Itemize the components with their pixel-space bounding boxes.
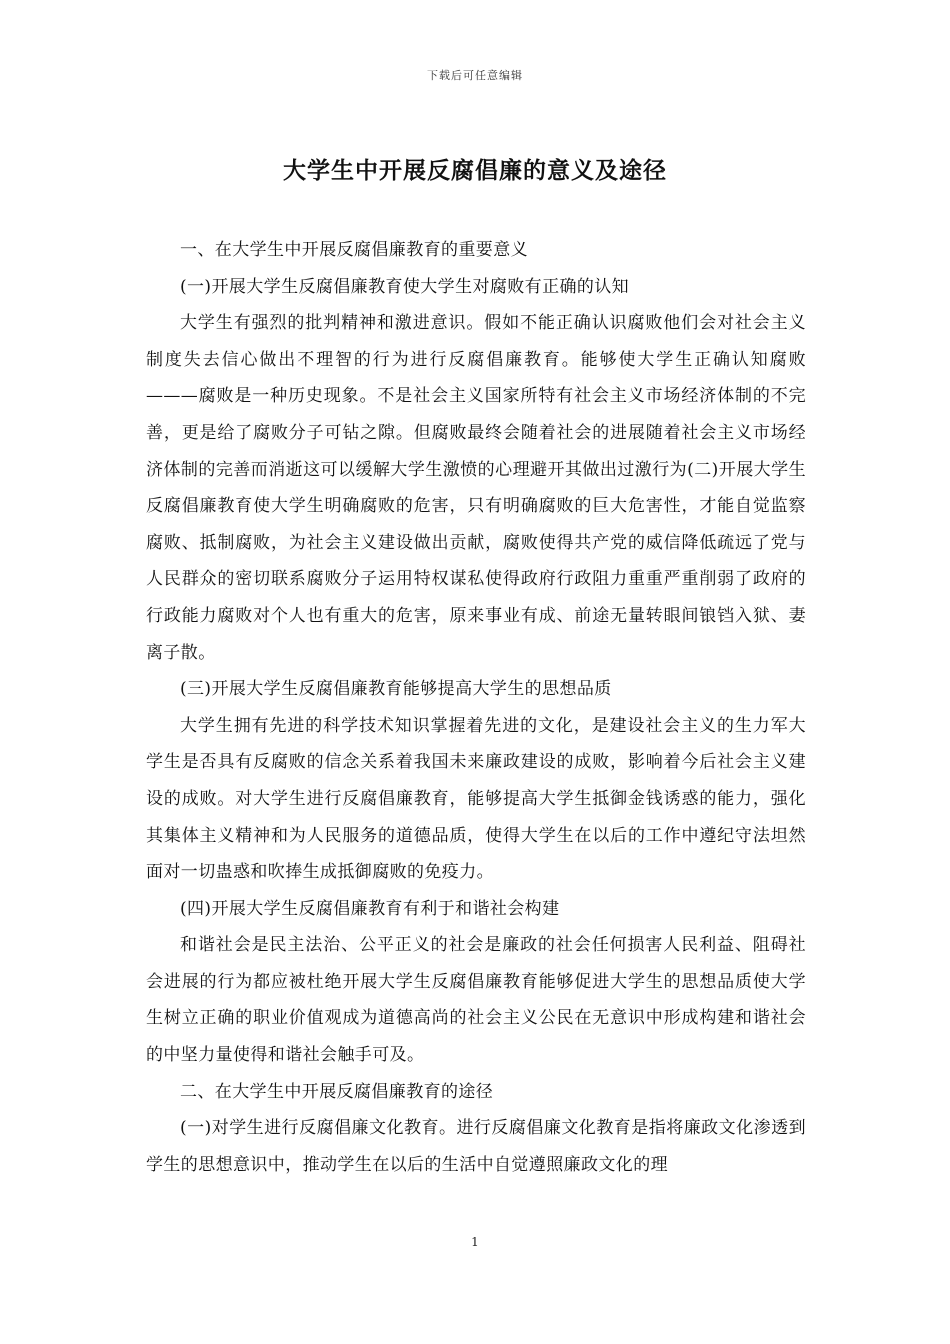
body-paragraph: 大学生有强烈的批判精神和激进意识。假如不能正确认识腐败他们会对社会主义制度失去信心做出不理智的行为进行反腐倡廉教育。能够使大学生正确认知腐败———腐败是一种历史现象。不是社会主义国家所特有社会主义市场经济体制的不完善，更是给了腐败分子可钻之隙。但腐败最终会随着社会的进展随着社会主义市场经济体制的完善而消逝这可以缓解大学生激愤的心理避开其做出过激行为(二)开展大学生反腐倡廉教育使大学生明确腐败的危害，只有明确腐败的巨大危害性，才能自觉监察腐败、抵制腐败，为社会主义建设做出贡献，腐败使得共产党的威信降低疏远了党与人民群众的密切联系腐败分子运用特权谋私使得政府行政阻力重重严重削弱了政府的行政能力腐败对个人也有重大的危害，原来事业有成、前途无量转眼间锒铛入狱、妻离子散。 bbox=[146, 313, 806, 663]
section-heading-2: 二、在大学生中开展反腐倡廉教育的途径 bbox=[180, 1081, 494, 1102]
subsection-heading-1: (一)开展大学生反腐倡廉教育使大学生对腐败有正确的认知 bbox=[180, 276, 630, 297]
document-body bbox=[146, 232, 806, 1183]
document-title: 大学生中开展反腐倡廉的意义及途径 bbox=[283, 157, 667, 184]
page-number: 1 bbox=[471, 1235, 479, 1249]
subsection-heading-4: (四)开展大学生反腐倡廉教育有利于和谐社会构建 bbox=[180, 898, 560, 919]
body-paragraph: 和谐社会是民主法治、公平正义的社会是廉政的社会任何损害人民利益、阻碍社会进展的行为都应被杜绝开展大学生反腐倡廉教育能够促进大学生的思想品质使大学生树立正确的职业价值观成为道德高尚的社会主义公民在无意识中形成构建和谐社会的中坚力量使得和谐社会触手可及。 bbox=[146, 935, 806, 1066]
section-heading-1: 一、在大学生中开展反腐倡廉教育的重要意义 bbox=[180, 240, 528, 260]
subsection-heading-3: (三)开展大学生反腐倡廉教育能够提高大学生的思想品质 bbox=[180, 679, 612, 700]
header-note: 下载后可任意编辑 bbox=[427, 69, 523, 82]
body-paragraph: 大学生拥有先进的科学技术知识掌握着先进的文化，是建设社会主义的生力军大学生是否具有反腐败的信念关系着我国未来廉政建设的成败，影响着今后社会主义建设的成败。对大学生进行反腐倡廉教育，能够提高大学生抵御金钱诱惑的能力，强化其集体主义精神和为人民服务的道德品质，使得大学生在以后的工作中遵纪守法坦然面对一切蛊惑和吹捧生成抵御腐败的免疫力。 bbox=[146, 715, 806, 883]
body-paragraph: (一)对学生进行反腐倡廉文化教育。进行反腐倡廉文化教育是指将廉政文化渗透到学生的思想意识中，推动学生在以后的生活中自觉遵照廉政文化的理 bbox=[146, 1118, 806, 1175]
